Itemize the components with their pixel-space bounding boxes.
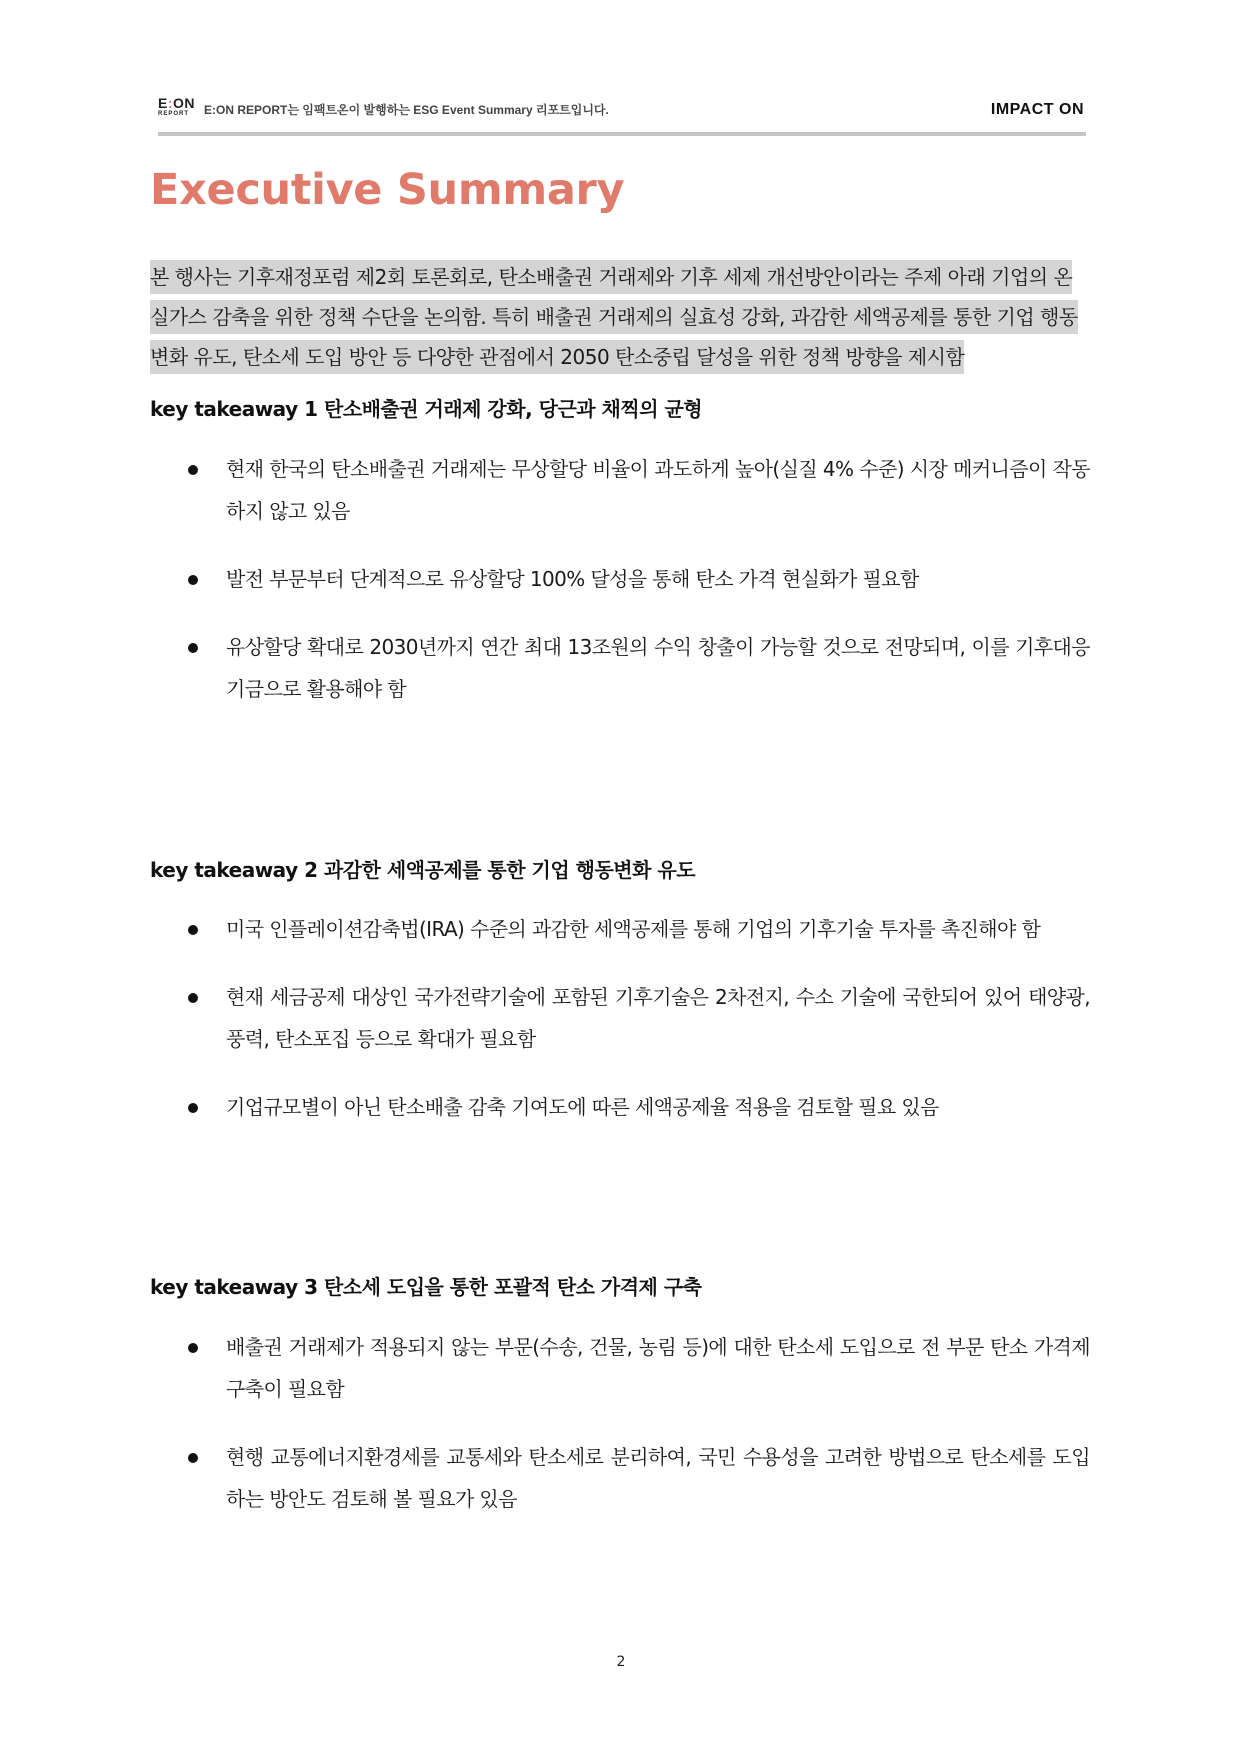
- eon-report-logo: [158, 96, 198, 117]
- eon-logo-subtext: REPORT: [158, 111, 190, 117]
- bullet-icon: [188, 1453, 198, 1463]
- summary-highlight: 본 행사는 기후재정포럼 제2회 토론회로, 탄소배출권 거래제와 기후 세제 개선방안이라는 주제 아래 기업의 온실가스 감축을 위한 정책 수단을 논의함. 특히 배출권 거래제의 실효성 강화, 과감한 세액공제를 통한 기업 행동변화 유도, 탄소세 도입 방안 등 다양한 관점에서 2050 탄소중립 달성을 위한 정책 방향을 제시함: [150, 260, 1078, 374]
- list-item-text: 발전 부문부터 단계적으로 유상할당 100% 달성을 통해 탄소 가격 현실화가 필요함: [226, 567, 919, 591]
- list-item: [226, 1436, 1090, 1520]
- list-item-text: 현행 교통에너지환경세를 교통세와 탄소세로 분리하여, 국민 수용성을 고려한 방법으로 탄소세를 도입하는 방안도 검토해 볼 필요가 있음: [226, 1445, 1090, 1511]
- page-header: [158, 96, 1086, 122]
- takeaway-2-title: key takeaway 2 과감한 세액공제를 통한 기업 행동변화 유도: [150, 858, 696, 882]
- header-divider: [158, 132, 1086, 136]
- list-item-text: 유상할당 확대로 2030년까지 연간 최대 13조원의 수익 창출이 가능할 것으로 전망되며, 이를 기후대응기금으로 활용해야 함: [226, 635, 1090, 701]
- bullet-icon: [188, 1103, 198, 1113]
- list-item-text: 기업규모별이 아닌 탄소배출 감축 기여도에 따른 세액공제율 적용을 검토할 필요 있음: [226, 1095, 939, 1119]
- bullet-icon: [188, 925, 198, 935]
- list-item-text: 현재 한국의 탄소배출권 거래제는 무상할당 비율이 과도하게 높아(실질 4% 수준) 시장 메커니즘이 작동하지 않고 있음: [226, 457, 1090, 523]
- bullet-icon: [188, 1343, 198, 1353]
- list-item: [226, 626, 1090, 710]
- bullet-icon: [188, 575, 198, 585]
- page-number: 2: [616, 1654, 626, 1670]
- takeaway-3-list: [226, 1326, 1090, 1546]
- impact-on-logo: IMPACT ON: [990, 101, 1084, 118]
- list-item-text: 현재 세금공제 대상인 국가전략기술에 포함된 기후기술은 2차전지, 수소 기술에 국한되어 있어 태양광, 풍력, 탄소포집 등으로 확대가 필요함: [226, 985, 1090, 1051]
- list-item: [226, 1086, 1090, 1128]
- list-item: [226, 908, 1090, 950]
- list-item-text: 미국 인플레이션감축법(IRA) 수준의 과감한 세액공제를 통해 기업의 기후기술 투자를 촉진해야 함: [226, 917, 1041, 941]
- takeaway-3-title: key takeaway 3 탄소세 도입을 통한 포괄적 탄소 가격제 구축: [150, 1275, 702, 1299]
- eon-logo-text: E:ON: [158, 95, 196, 111]
- takeaway-1-title: key takeaway 1 탄소배출권 거래제 강화, 당근과 채찍의 균형: [150, 397, 703, 421]
- list-item-text: 배출권 거래제가 적용되지 않는 부문(수송, 건물, 농림 등)에 대한 탄소세 도입으로 전 부문 탄소 가격제 구축이 필요함: [226, 1335, 1090, 1401]
- takeaway-1-list: [226, 448, 1090, 736]
- list-item: [226, 976, 1090, 1060]
- list-item: [226, 1326, 1090, 1410]
- header-tagline: E:ON REPORT는 임팩트온이 발행하는 ESG Event Summary 리포트입니다.: [204, 103, 609, 117]
- summary-paragraph: [150, 257, 1090, 377]
- bullet-icon: [188, 643, 198, 653]
- list-item: [226, 448, 1090, 532]
- list-item: [226, 558, 1090, 600]
- bullet-icon: [188, 465, 198, 475]
- takeaway-2-list: [226, 908, 1090, 1154]
- page-title: Executive Summary: [150, 165, 625, 215]
- bullet-icon: [188, 993, 198, 1003]
